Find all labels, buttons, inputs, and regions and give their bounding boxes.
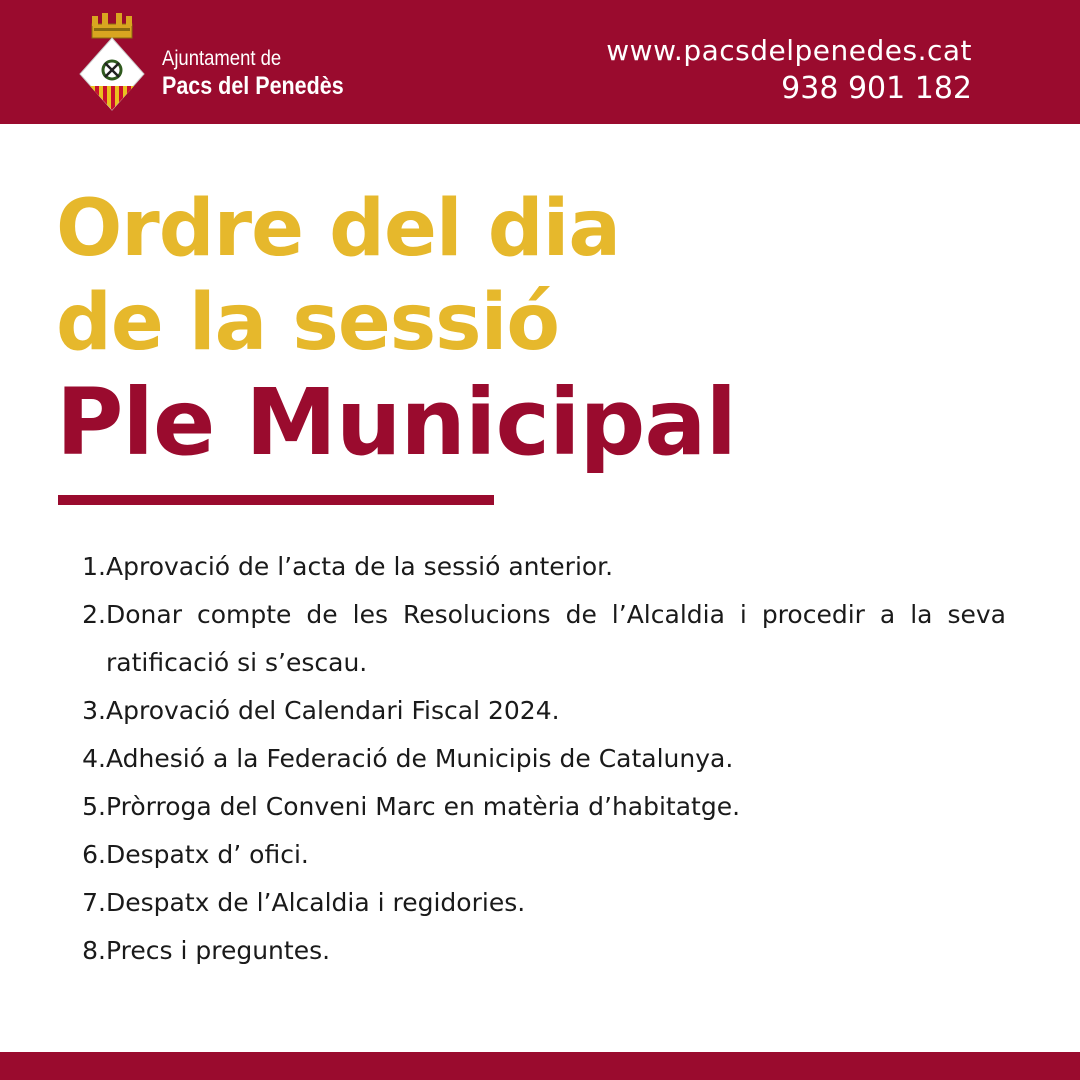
agenda-item-7: [64, 879, 1006, 927]
agenda-item-3: [64, 687, 1006, 735]
agenda-item-text: Pròrroga del Conveni Marc en matèria d’habitatge.: [106, 792, 741, 821]
agenda-item-6: [64, 831, 1006, 879]
header-bar: [0, 0, 1080, 124]
agenda-item-4: [64, 735, 1006, 783]
agenda-item-number: 5.: [82, 792, 106, 821]
agenda-item-8: [64, 927, 1006, 975]
agenda-item-2: [64, 591, 1006, 687]
website-link[interactable]: www.pacsdelpenedes.cat: [606, 34, 972, 67]
agenda-item-number: 4.: [82, 744, 106, 773]
agenda-item-number: 2.: [82, 600, 106, 629]
agenda-item-number: 7.: [82, 888, 106, 917]
agenda-item-text: Despatx d’ ofici.: [106, 840, 309, 869]
agenda-item-number: 8.: [82, 936, 106, 965]
contact-info: [606, 32, 972, 108]
agenda-list: [64, 543, 1006, 975]
agenda-item-text: Aprovació de l’acta de la sessió anterior.: [106, 552, 614, 581]
org-line2: Pacs del Penedès: [162, 72, 344, 100]
title-line2: de la sessió: [56, 278, 559, 368]
title-line1: Ordre del dia: [56, 184, 620, 274]
organization-name: [162, 46, 373, 100]
agenda-item-number: 6.: [82, 840, 106, 869]
agenda-item-text: Precs i preguntes.: [106, 936, 331, 965]
municipal-coat-of-arms-icon: [78, 10, 146, 116]
org-line1: Ajuntament de: [162, 47, 282, 70]
agenda-item-text: Despatx de l’Alcaldia i regidories.: [106, 888, 526, 917]
agenda-item-1: [64, 543, 1006, 591]
agenda-item-5: [64, 783, 1006, 831]
title-divider: [58, 495, 494, 505]
agenda-item-number: 1.: [82, 552, 106, 581]
page-title: [56, 182, 736, 476]
phone-number: 938 901 182: [781, 71, 972, 106]
agenda-item-number: 3.: [82, 696, 106, 725]
title-line3: Ple Municipal: [56, 369, 737, 476]
footer-bar: [0, 1052, 1080, 1080]
agenda-item-text: Adhesió a la Federació de Municipis de Catalunya.: [106, 744, 734, 773]
agenda-item-text: Aprovació del Calendari Fiscal 2024.: [106, 696, 560, 725]
agenda-item-text: Donar compte de les Resolucions de l’Alcaldia i procedir a la seva ratificació si s’escau.: [106, 600, 1006, 677]
